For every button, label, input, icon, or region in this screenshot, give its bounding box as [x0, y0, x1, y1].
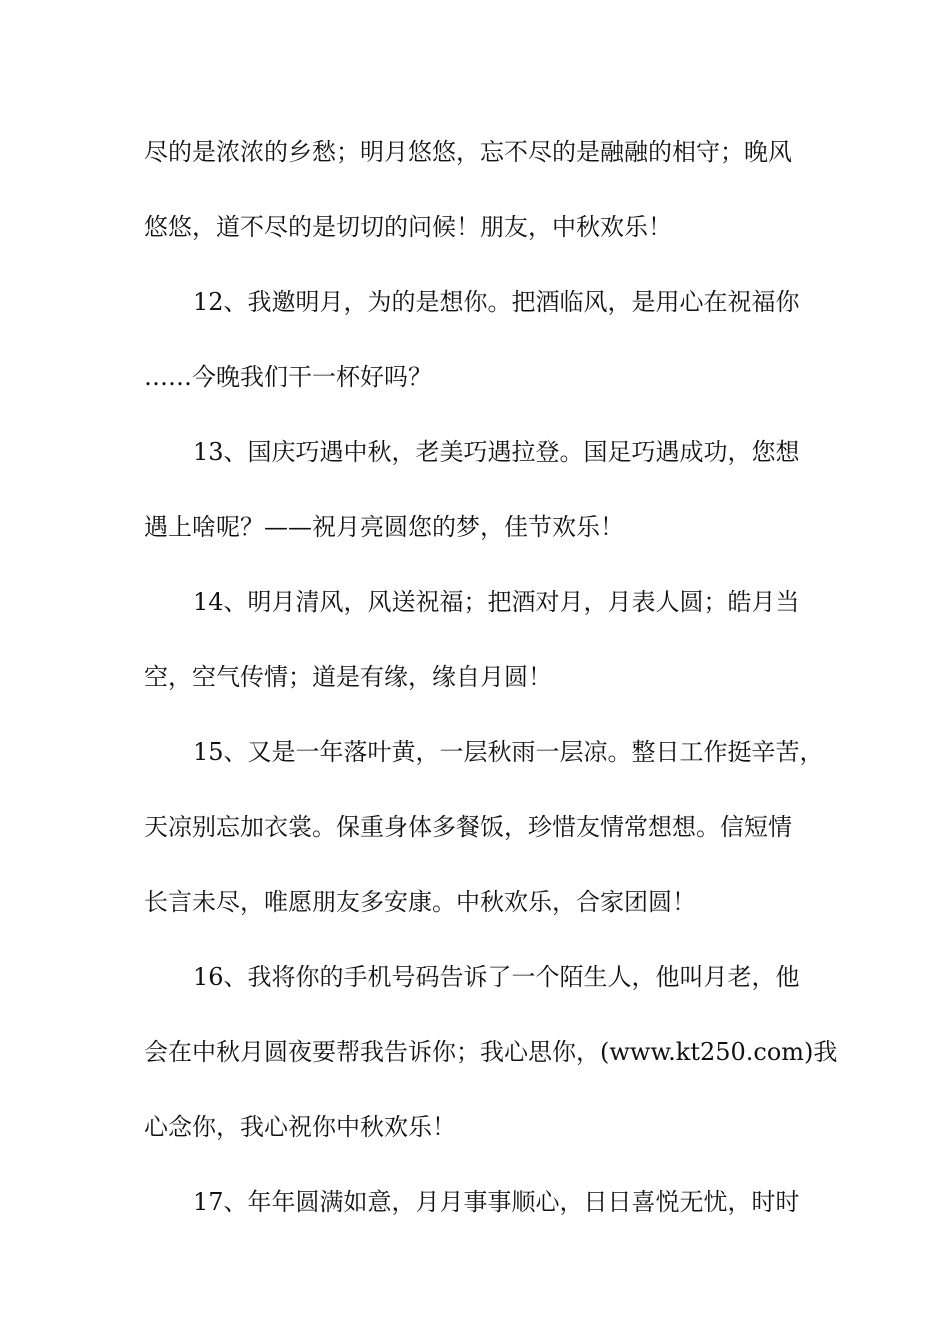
paragraph-17-start: 17、年年圆满如意，月月事事顺心，日日喜悦无忧，时时 [193, 1188, 800, 1216]
text-line: 会在中秋月圆夜要帮我告诉你；我心思你，(www.kt250.com)我 [144, 1038, 838, 1066]
paragraph-16-start: 16、我将你的手机号码告诉了一个陌生人，他叫月老，他 [193, 963, 800, 991]
paragraph-15-start: 15、又是一年落叶黄，一层秋雨一层凉。整日工作挺辛苦， [193, 738, 824, 766]
paragraph-14-start: 14、明月清风，风送祝福；把酒对月，月表人圆；皓月当 [193, 588, 800, 616]
text-line: 长言未尽，唯愿朋友多安康。中秋欢乐，合家团圆！ [144, 888, 696, 916]
paragraph-12-start: 12、我邀明月，为的是想你。把酒临风，是用心在祝福你 [193, 288, 800, 316]
text-line: 遇上啥呢？——祝月亮圆您的梦，佳节欢乐！ [144, 513, 624, 541]
paragraph-13-start: 13、国庆巧遇中秋，老美巧遇拉登。国足巧遇成功，您想 [193, 438, 800, 466]
text-line: 悠悠，道不尽的是切切的问候！朋友，中秋欢乐！ [144, 213, 672, 241]
text-line: ……今晚我们干一杯好吗？ [144, 363, 432, 391]
text-line: 天凉别忘加衣裳。保重身体多餐饭，珍惜友情常想想。信短情 [144, 813, 792, 841]
text-line: 心念你，我心祝你中秋欢乐！ [144, 1113, 456, 1141]
text-line: 尽的是浓浓的乡愁；明月悠悠，忘不尽的是融融的相守；晚风 [144, 138, 792, 166]
text-line: 空，空气传情；道是有缘，缘自月圆！ [144, 663, 552, 691]
